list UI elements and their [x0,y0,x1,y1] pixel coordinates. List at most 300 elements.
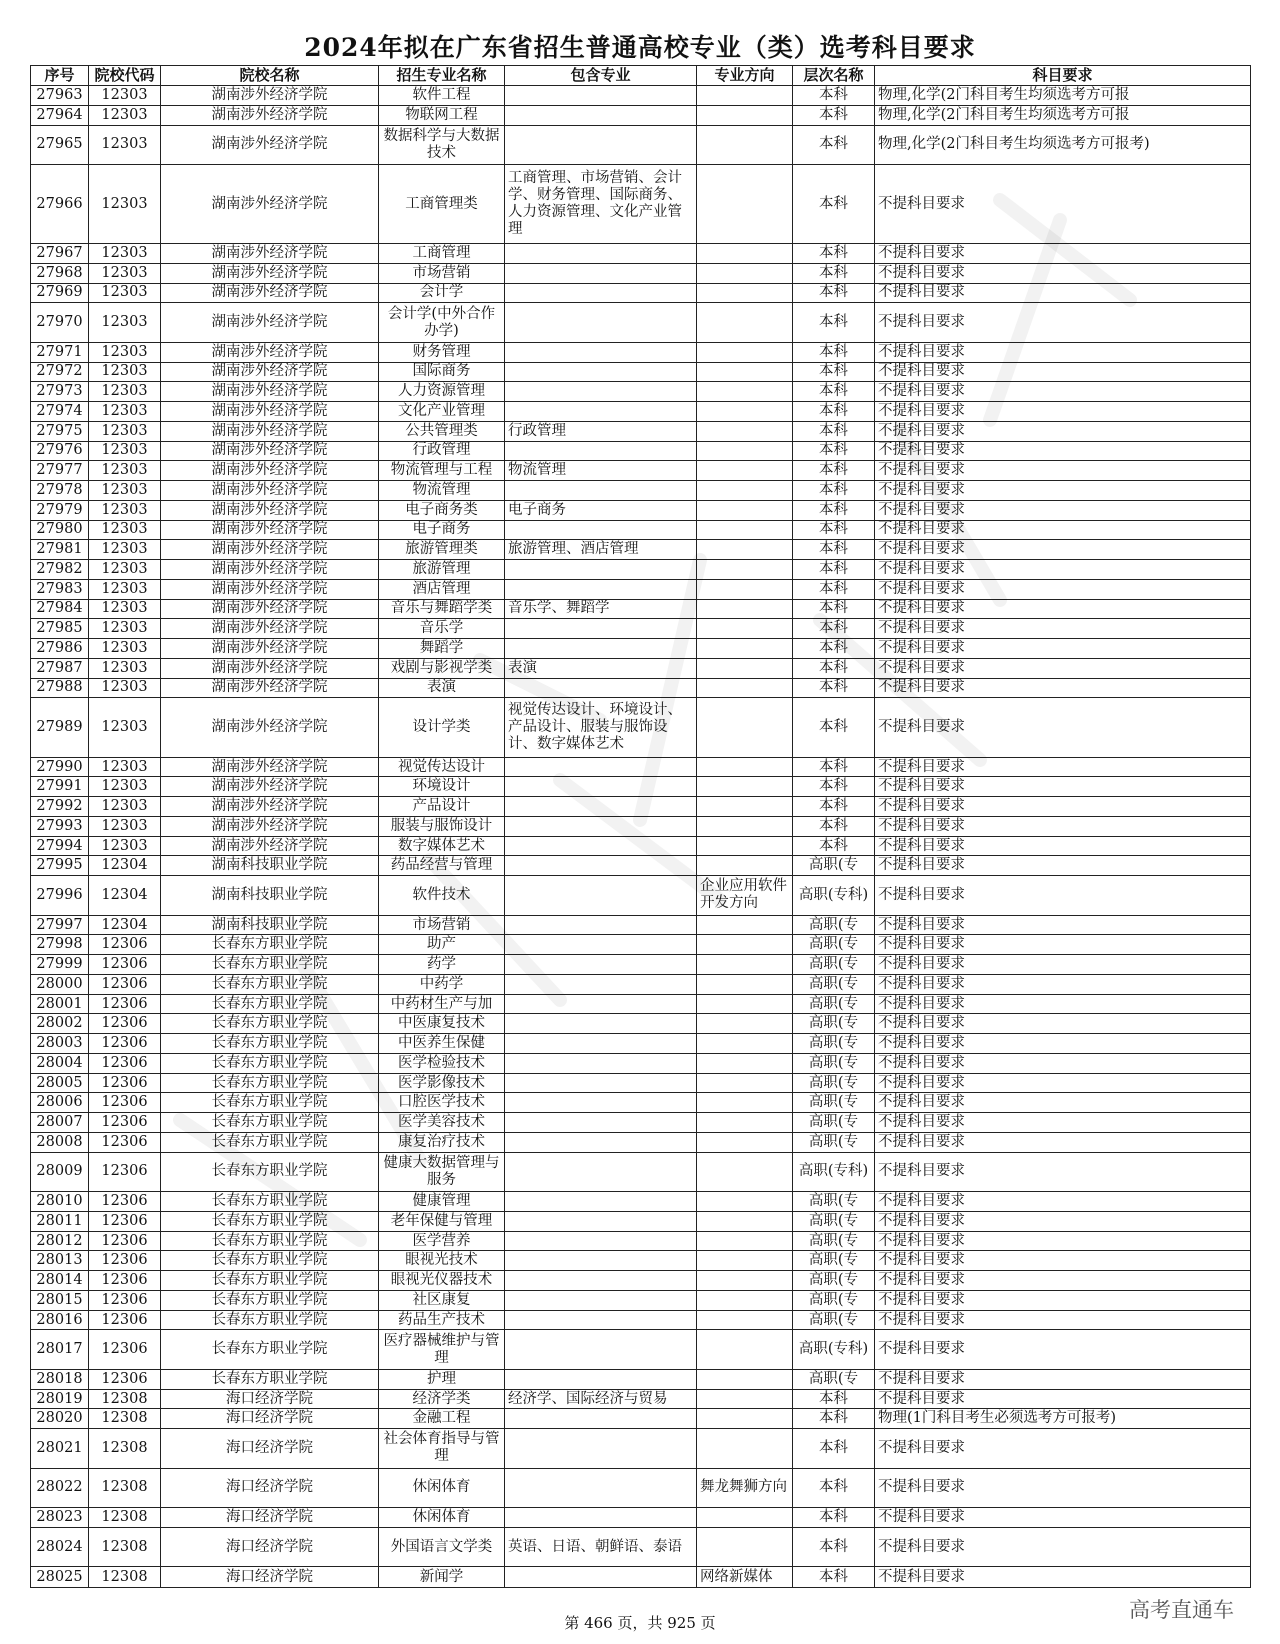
cell-major-direction [697,1132,793,1152]
cell-major-name: 产品设计 [379,797,505,817]
cell-included-majors [505,520,697,540]
cell-school-name: 长春东方职业学院 [161,1152,379,1192]
cell-school-code: 12308 [89,1409,161,1429]
cell-included-majors [505,1053,697,1073]
cell-subject-requirement: 不提科目要求 [875,441,1251,461]
cell-index: 27983 [31,579,89,599]
cell-index: 28015 [31,1290,89,1310]
table-row [31,658,1251,678]
cell-major-direction [697,1053,793,1073]
cell-included-majors [505,342,697,362]
cell-major-direction [697,579,793,599]
table-row [31,639,1251,659]
cell-school-name: 海口经济学院 [161,1409,379,1429]
cell-school-name: 湖南涉外经济学院 [161,757,379,777]
cell-school-code: 12303 [89,579,161,599]
cell-school-code: 12306 [89,1271,161,1291]
cell-subject-requirement: 不提科目要求 [875,579,1251,599]
table-row [31,461,1251,481]
cell-subject-requirement: 不提科目要求 [875,797,1251,817]
cell-school-name: 长春东方职业学院 [161,1310,379,1330]
table-row [31,1231,1251,1251]
cell-major-direction [697,402,793,422]
cell-index: 27985 [31,619,89,639]
cell-subject-requirement: 不提科目要求 [875,816,1251,836]
cell-school-code: 12306 [89,1132,161,1152]
cell-school-code: 12303 [89,421,161,441]
cell-major-name: 电子商务 [379,520,505,540]
cell-subject-requirement: 不提科目要求 [875,244,1251,264]
cell-school-code: 12303 [89,283,161,303]
cell-subject-requirement: 不提科目要求 [875,1290,1251,1310]
cell-index: 27964 [31,105,89,125]
cell-subject-requirement: 不提科目要求 [875,1369,1251,1389]
cell-school-code: 12308 [89,1429,161,1469]
table-header-row [31,66,1251,86]
cell-major-name: 数字媒体艺术 [379,836,505,856]
cell-major-name: 财务管理 [379,342,505,362]
cell-major-name: 物联网工程 [379,105,505,125]
cell-major-name: 舞蹈学 [379,639,505,659]
cell-level: 本科 [793,165,875,244]
cell-index: 27993 [31,816,89,836]
cell-school-name: 湖南科技职业学院 [161,856,379,876]
cell-index: 27995 [31,856,89,876]
cell-level: 本科 [793,1429,875,1469]
cell-school-code: 12308 [89,1468,161,1508]
cell-major-name: 医学影像技术 [379,1073,505,1093]
cell-index: 28008 [31,1132,89,1152]
cell-major-direction [697,1271,793,1291]
table-row [31,836,1251,856]
cell-subject-requirement: 不提科目要求 [875,836,1251,856]
cell-included-majors: 视觉传达设计、环境设计、产品设计、服装与服饰设计、数字媒体艺术 [505,698,697,757]
table-row [31,540,1251,560]
cell-level: 高职(专 [793,1290,875,1310]
cell-index: 27997 [31,915,89,935]
cell-major-direction [697,856,793,876]
cell-included-majors: 物流管理 [505,461,697,481]
cell-included-majors [505,1468,697,1508]
table-body [31,86,1251,1588]
col-header-major-direction: 专业方向 [697,66,793,86]
cell-subject-requirement: 不提科目要求 [875,283,1251,303]
cell-school-code: 12303 [89,481,161,501]
cell-school-code: 12303 [89,520,161,540]
cell-major-name: 人力资源管理 [379,382,505,402]
cell-school-name: 湖南涉外经济学院 [161,342,379,362]
cell-school-name: 长春东方职业学院 [161,1271,379,1291]
cell-index: 28011 [31,1211,89,1231]
cell-school-name: 湖南涉外经济学院 [161,402,379,422]
cell-school-code: 12303 [89,105,161,125]
cell-major-name: 音乐与舞蹈学类 [379,599,505,619]
cell-subject-requirement: 不提科目要求 [875,1231,1251,1251]
col-header-level: 层次名称 [793,66,875,86]
cell-level: 高职(专 [793,1132,875,1152]
cell-major-name: 数据科学与大数据技术 [379,125,505,165]
table-row [31,1310,1251,1330]
cell-major-name: 酒店管理 [379,579,505,599]
cell-subject-requirement: 不提科目要求 [875,382,1251,402]
cell-subject-requirement: 物理,化学(2门科目考生均须选考方可报 [875,86,1251,106]
cell-index: 27974 [31,402,89,422]
cell-major-direction [697,283,793,303]
cell-included-majors [505,876,697,916]
cell-major-name: 健康大数据管理与服务 [379,1152,505,1192]
cell-major-direction: 网络新媒体 [697,1567,793,1588]
cell-level: 本科 [793,698,875,757]
cell-level: 本科 [793,283,875,303]
cell-school-name: 湖南涉外经济学院 [161,441,379,461]
cell-level: 本科 [793,639,875,659]
cell-subject-requirement: 不提科目要求 [875,500,1251,520]
cell-level: 本科 [793,382,875,402]
table-row [31,520,1251,540]
cell-major-name: 医学营养 [379,1231,505,1251]
cell-included-majors [505,1369,697,1389]
cell-level: 本科 [793,520,875,540]
cell-major-direction [697,1211,793,1231]
cell-included-majors [505,757,697,777]
table-row [31,441,1251,461]
cell-subject-requirement: 不提科目要求 [875,520,1251,540]
cell-major-name: 公共管理类 [379,421,505,441]
cell-major-name: 软件技术 [379,876,505,916]
cell-subject-requirement: 不提科目要求 [875,1468,1251,1508]
cell-school-code: 12303 [89,500,161,520]
cell-included-majors: 表演 [505,658,697,678]
cell-index: 27963 [31,86,89,106]
table-row [31,599,1251,619]
cell-school-code: 12306 [89,1113,161,1133]
table-row [31,500,1251,520]
cell-major-direction [697,1369,793,1389]
cell-school-name: 湖南涉外经济学院 [161,777,379,797]
cell-level: 本科 [793,402,875,422]
cell-subject-requirement: 不提科目要求 [875,1192,1251,1212]
cell-level: 高职(专 [793,1192,875,1212]
col-header-index: 序号 [31,66,89,86]
cell-index: 27973 [31,382,89,402]
cell-school-name: 湖南涉外经济学院 [161,639,379,659]
cell-level: 本科 [793,1508,875,1528]
cell-school-name: 长春东方职业学院 [161,1132,379,1152]
cell-major-direction [697,520,793,540]
cell-major-name: 休闲体育 [379,1508,505,1528]
table-row [31,777,1251,797]
cell-major-name: 药品生产技术 [379,1310,505,1330]
cell-level: 高职(专 [793,994,875,1014]
cell-included-majors [505,1073,697,1093]
cell-subject-requirement: 不提科目要求 [875,362,1251,382]
table-row [31,1429,1251,1469]
cell-subject-requirement: 不提科目要求 [875,1330,1251,1370]
cell-school-name: 长春东方职业学院 [161,1211,379,1231]
cell-school-code: 12306 [89,1290,161,1310]
table-row [31,1389,1251,1409]
cell-school-code: 12303 [89,678,161,698]
col-header-subject-requirement: 科目要求 [875,66,1251,86]
cell-included-majors [505,974,697,994]
cell-level: 高职(专 [793,1310,875,1330]
cell-school-name: 海口经济学院 [161,1527,379,1567]
cell-level: 本科 [793,599,875,619]
cell-major-name: 老年保健与管理 [379,1211,505,1231]
cell-major-direction [697,639,793,659]
cell-level: 高职(专 [793,1113,875,1133]
cell-major-name: 金融工程 [379,1409,505,1429]
cell-major-direction [697,263,793,283]
table-row [31,560,1251,580]
cell-subject-requirement: 不提科目要求 [875,658,1251,678]
cell-major-name: 眼视光技术 [379,1251,505,1271]
cell-school-name: 湖南涉外经济学院 [161,362,379,382]
table-row [31,1290,1251,1310]
cell-major-name: 工商管理 [379,244,505,264]
cell-subject-requirement: 不提科目要求 [875,698,1251,757]
cell-index: 27968 [31,263,89,283]
cell-index: 27992 [31,797,89,817]
cell-school-name: 长春东方职业学院 [161,1073,379,1093]
cell-school-code: 12306 [89,994,161,1014]
cell-subject-requirement: 不提科目要求 [875,1073,1251,1093]
cell-index: 28014 [31,1271,89,1291]
cell-level: 高职(专 [793,915,875,935]
cell-included-majors [505,481,697,501]
cell-included-majors [505,836,697,856]
table-row [31,1093,1251,1113]
table-row [31,1468,1251,1508]
cell-school-code: 12303 [89,757,161,777]
cell-index: 28016 [31,1310,89,1330]
cell-level: 本科 [793,1567,875,1588]
cell-index: 28005 [31,1073,89,1093]
cell-level: 高职(专 [793,1369,875,1389]
cell-school-code: 12306 [89,1310,161,1330]
cell-major-direction [697,1389,793,1409]
cell-school-code: 12306 [89,1211,161,1231]
cell-major-direction [697,342,793,362]
cell-index: 28018 [31,1369,89,1389]
cell-index: 28023 [31,1508,89,1528]
cell-index: 27981 [31,540,89,560]
cell-school-name: 海口经济学院 [161,1429,379,1469]
cell-school-code: 12303 [89,797,161,817]
cell-index: 27978 [31,481,89,501]
table-row [31,1527,1251,1567]
cell-major-name: 物流管理 [379,481,505,501]
cell-index: 28012 [31,1231,89,1251]
table-row [31,1567,1251,1588]
cell-subject-requirement: 不提科目要求 [875,994,1251,1014]
table-row [31,1271,1251,1291]
cell-included-majors [505,1271,697,1291]
cell-subject-requirement: 不提科目要求 [875,1034,1251,1054]
cell-major-name: 口腔医学技术 [379,1093,505,1113]
cell-school-name: 湖南涉外经济学院 [161,165,379,244]
cell-subject-requirement: 不提科目要求 [875,1251,1251,1271]
cell-major-name: 医学美容技术 [379,1113,505,1133]
cell-school-name: 长春东方职业学院 [161,1192,379,1212]
cell-major-name: 旅游管理 [379,560,505,580]
cell-school-name: 海口经济学院 [161,1508,379,1528]
cell-major-direction [697,1152,793,1192]
cell-school-code: 12306 [89,935,161,955]
table-row [31,1211,1251,1231]
col-header-major-name: 招生专业名称 [379,66,505,86]
cell-school-name: 湖南涉外经济学院 [161,461,379,481]
cell-major-direction [697,165,793,244]
cell-subject-requirement: 不提科目要求 [875,915,1251,935]
cell-subject-requirement: 不提科目要求 [875,1508,1251,1528]
cell-index: 27984 [31,599,89,619]
cell-level: 本科 [793,560,875,580]
cell-included-majors [505,105,697,125]
cell-index: 28022 [31,1468,89,1508]
table-row [31,1073,1251,1093]
table-row [31,1508,1251,1528]
cell-subject-requirement: 不提科目要求 [875,1014,1251,1034]
table-row [31,303,1251,343]
table-row [31,955,1251,975]
table-row [31,1192,1251,1212]
cell-school-name: 长春东方职业学院 [161,1330,379,1370]
cell-included-majors: 旅游管理、酒店管理 [505,540,697,560]
table-row [31,1132,1251,1152]
cell-school-name: 湖南涉外经济学院 [161,86,379,106]
cell-major-name: 外国语言文学类 [379,1527,505,1567]
cell-school-name: 长春东方职业学院 [161,1014,379,1034]
cell-school-name: 湖南科技职业学院 [161,876,379,916]
cell-level: 本科 [793,757,875,777]
cell-school-code: 12303 [89,362,161,382]
cell-included-majors [505,955,697,975]
table-row [31,935,1251,955]
cell-school-code: 12306 [89,1192,161,1212]
cell-index: 27991 [31,777,89,797]
cell-school-name: 湖南涉外经济学院 [161,816,379,836]
cell-major-name: 药学 [379,955,505,975]
cell-subject-requirement: 不提科目要求 [875,1053,1251,1073]
cell-level: 本科 [793,263,875,283]
cell-included-majors [505,1508,697,1528]
cell-major-name: 中药学 [379,974,505,994]
cell-school-code: 12303 [89,698,161,757]
cell-major-name: 设计学类 [379,698,505,757]
cell-major-name: 中医养生保健 [379,1034,505,1054]
cell-subject-requirement: 不提科目要求 [875,639,1251,659]
table-row [31,362,1251,382]
cell-school-code: 12306 [89,1152,161,1192]
cell-major-name: 软件工程 [379,86,505,106]
cell-major-name: 健康管理 [379,1192,505,1212]
cell-included-majors [505,1211,697,1231]
cell-major-name: 新闻学 [379,1567,505,1588]
cell-major-direction [697,1073,793,1093]
cell-school-name: 长春东方职业学院 [161,1034,379,1054]
cell-subject-requirement: 不提科目要求 [875,935,1251,955]
cell-index: 27965 [31,125,89,165]
cell-included-majors [505,1310,697,1330]
cell-subject-requirement: 不提科目要求 [875,461,1251,481]
cell-included-majors [505,1409,697,1429]
cell-major-direction [697,1034,793,1054]
table-row [31,283,1251,303]
table-row [31,244,1251,264]
cell-subject-requirement: 不提科目要求 [875,1211,1251,1231]
cell-major-direction [697,105,793,125]
cell-major-direction [697,540,793,560]
cell-level: 本科 [793,441,875,461]
cell-major-name: 物流管理与工程 [379,461,505,481]
cell-school-name: 湖南涉外经济学院 [161,125,379,165]
cell-school-name: 湖南涉外经济学院 [161,599,379,619]
cell-major-direction [697,955,793,975]
cell-included-majors [505,994,697,1014]
cell-school-name: 湖南涉外经济学院 [161,698,379,757]
cell-major-direction [697,1113,793,1133]
cell-included-majors [505,382,697,402]
cell-index: 28007 [31,1113,89,1133]
cell-school-code: 12304 [89,915,161,935]
cell-included-majors [505,1113,697,1133]
cell-included-majors [505,86,697,106]
cell-school-code: 12308 [89,1389,161,1409]
cell-major-direction [697,1192,793,1212]
cell-school-code: 12306 [89,1073,161,1093]
cell-school-name: 长春东方职业学院 [161,1251,379,1271]
cell-school-name: 海口经济学院 [161,1468,379,1508]
cell-level: 本科 [793,1389,875,1409]
cell-level: 本科 [793,619,875,639]
cell-level: 本科 [793,579,875,599]
cell-included-majors [505,1330,697,1370]
cell-included-majors [505,856,697,876]
cell-school-code: 12303 [89,619,161,639]
cell-included-majors [505,619,697,639]
cell-major-direction [697,797,793,817]
cell-subject-requirement: 不提科目要求 [875,856,1251,876]
cell-level: 本科 [793,244,875,264]
cell-level: 高职(专科) [793,1330,875,1370]
cell-school-code: 12306 [89,955,161,975]
cell-major-name: 表演 [379,678,505,698]
cell-included-majors [505,1567,697,1588]
cell-included-majors [505,402,697,422]
cell-school-code: 12303 [89,244,161,264]
cell-included-majors [505,441,697,461]
cell-subject-requirement: 不提科目要求 [875,974,1251,994]
cell-subject-requirement: 不提科目要求 [875,1152,1251,1192]
cell-school-code: 12303 [89,125,161,165]
cell-major-direction [697,1508,793,1528]
cell-level: 高职(专 [793,1231,875,1251]
cell-school-code: 12306 [89,1231,161,1251]
cell-level: 高职(专 [793,1211,875,1231]
cell-included-majors: 工商管理、市场营销、会计学、财务管理、国际商务、人力资源管理、文化产业管理 [505,165,697,244]
cell-major-name: 文化产业管理 [379,402,505,422]
cell-index: 27999 [31,955,89,975]
cell-index: 28019 [31,1389,89,1409]
cell-major-direction: 企业应用软件开发方向 [697,876,793,916]
cell-included-majors [505,777,697,797]
table-row [31,125,1251,165]
cell-major-name: 行政管理 [379,441,505,461]
cell-major-name: 药品经营与管理 [379,856,505,876]
cell-major-direction [697,86,793,106]
cell-major-direction [697,1527,793,1567]
